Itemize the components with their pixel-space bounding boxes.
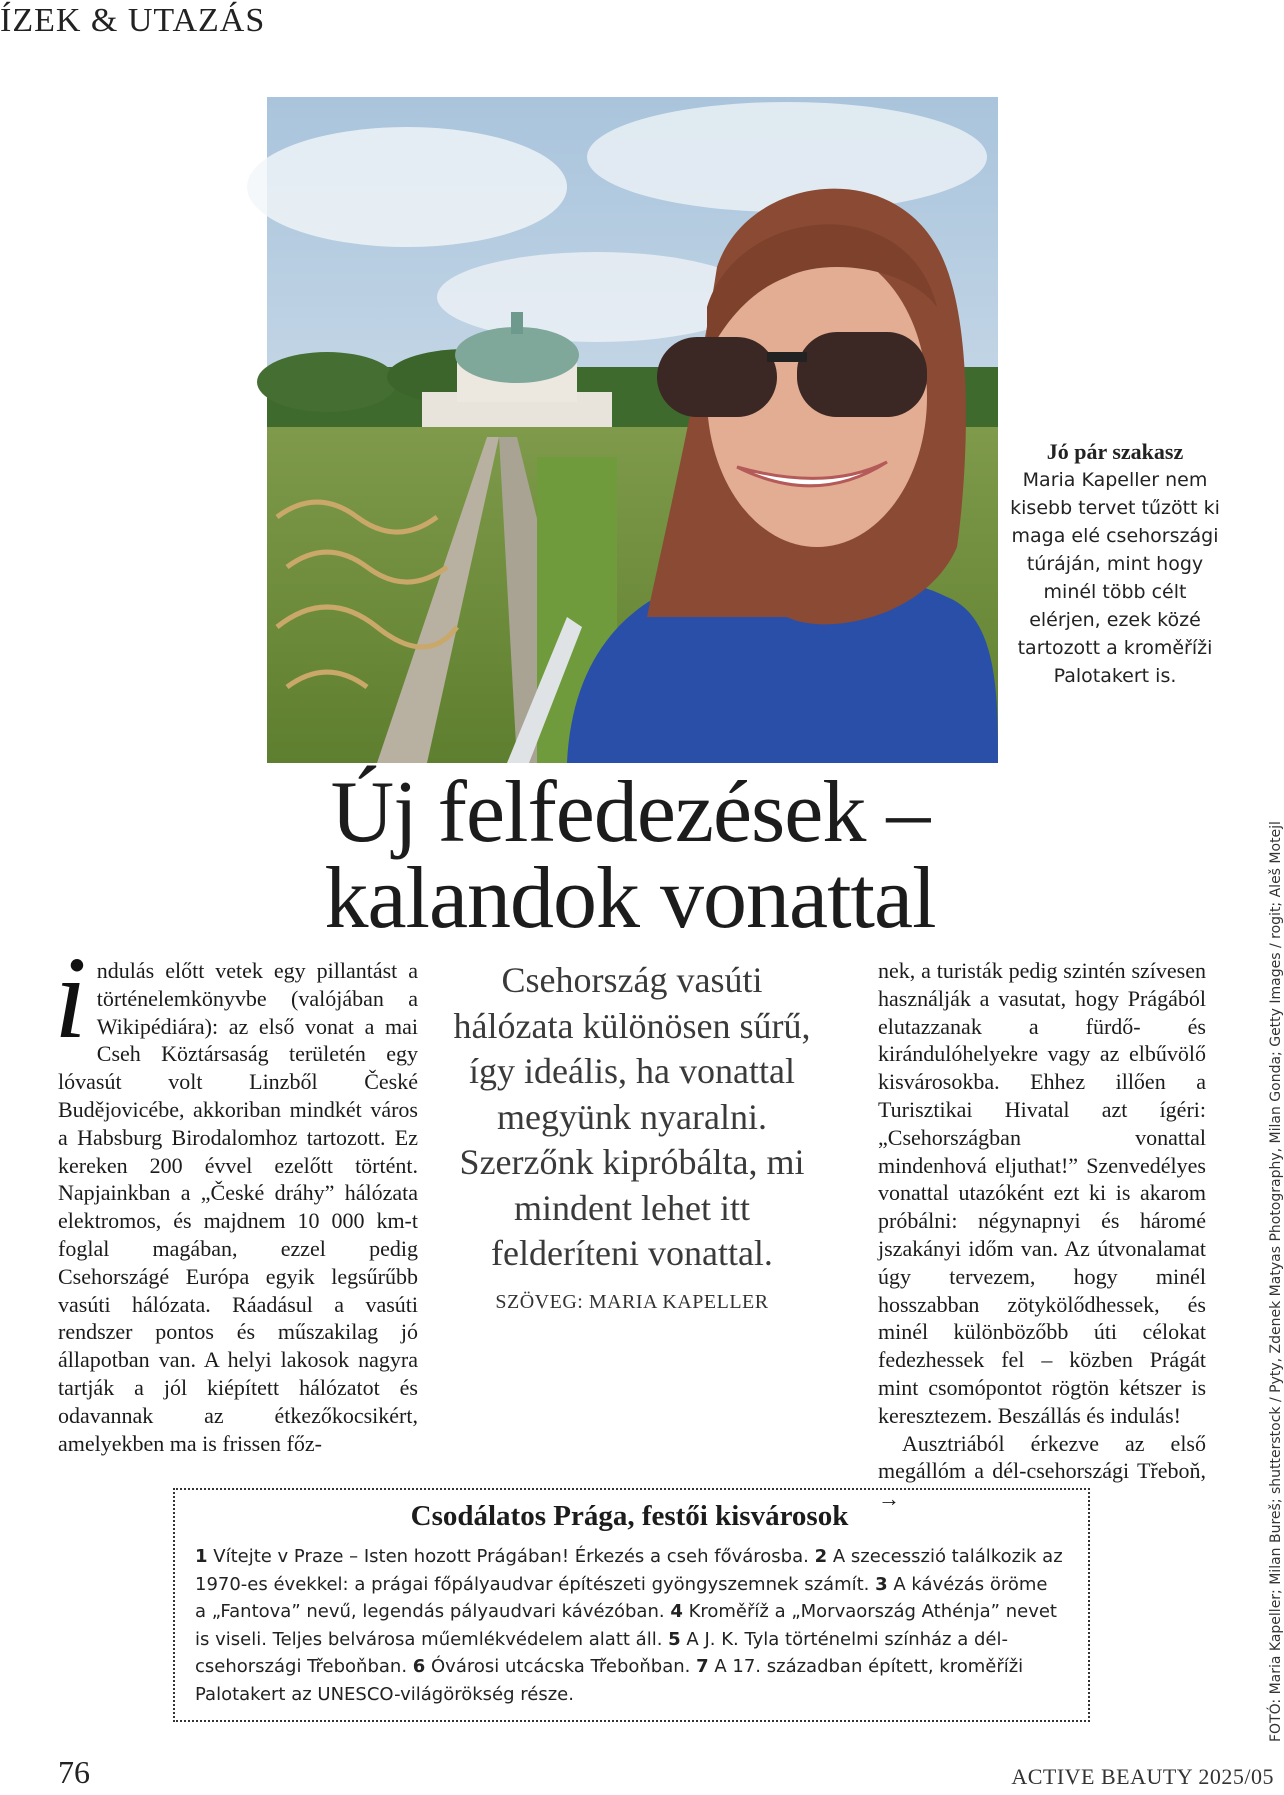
body-left-text: ndulás előtt vetek egy pillantást a történelemkönyvbe (valójában a Wikipédiára): az első vonat a mai Cseh Köztársaság területén egy lóvasút volt Linzből České Budějovicébe, akkoriban mindkét város a Habsburg Birodalomhoz tartozott. Ez kereken 200 évvel ezelőtt történt. Napjainkban a „České dráhy” hálózata elektromos, és majdnem 10 000 km-t foglal magában, ezzel pedig Csehországé Európa egyik legsűrűbb vasúti hálózata. Ráadásul a vasúti rendszer pontos és műszakilag jó állapotban van. A helyi lakosok nagyra tartják a jól kiépített hálózatot és odavannak az étkezőkocsikért, amelyekben ma is frissen főz- bbox=[58, 958, 418, 1456]
box-item-number: 5 bbox=[668, 1628, 681, 1650]
caption-text: Maria Kapeller nem kisebb tervet tűzött ki maga elé csehországi túráján, mint hogy minél több célt elérjen, ezek közé tartozott a kroměříži Palotakert is. bbox=[1010, 469, 1220, 687]
photo-caption bbox=[1010, 438, 1220, 690]
dropcap: i bbox=[54, 932, 87, 1063]
box-item-number: 7 bbox=[696, 1656, 709, 1677]
photo-credit: FOTÓ: Maria Kapeller; Milan Bureš; shutterstock / Pyty, Zdenek Matyas Photography, Milan Gonda; Getty Images / rogit; Aleš Motejl bbox=[1268, 821, 1284, 1742]
box-item-text: Óvárosi utcácska Třeboňban. bbox=[425, 1656, 697, 1677]
box-item-text: A szecesszió találkozik az 1970-es évekkel: a prágai főpályaudvar építészeti gyöngyszemnek számít. bbox=[195, 1546, 1063, 1595]
lead-column bbox=[452, 958, 812, 1314]
box-item-text: A J. K. Tyla történelmi színház a dél-csehországi Třeboňban. bbox=[195, 1628, 1008, 1677]
box-text bbox=[195, 1543, 1064, 1708]
box-title: Csodálatos Prága, festői kisvárosok bbox=[410, 1500, 849, 1532]
box-item-number: 1 bbox=[195, 1546, 208, 1567]
page-number: 76 bbox=[58, 1754, 90, 1790]
hero-photo bbox=[267, 97, 998, 763]
box-item-number: 2 bbox=[814, 1546, 828, 1567]
body-right-paragraph-2-text: Ausztriából érkezve az első megállóm a dél-csehországi Třeboň, bbox=[878, 1430, 1206, 1484]
headline bbox=[240, 764, 1020, 947]
caption-title: Jó pár szakasz bbox=[1046, 439, 1184, 464]
photo-key-box bbox=[173, 1488, 1090, 1722]
hero-photo-illustration bbox=[267, 97, 998, 763]
box-item-text: Kroměříž a „Morvaország Athénja” nevet is viseli. Teljes belvárosa műemlékvédelem alatt áll. bbox=[195, 1601, 1057, 1650]
headline-line-2: kalandok vonattal bbox=[324, 850, 936, 947]
box-item-number: 4 bbox=[670, 1601, 683, 1622]
box-item-text: Vítejte v Praze – Isten hozott Prágában! Érkezés a cseh fővárosba. bbox=[207, 1546, 815, 1567]
body-column-right bbox=[878, 957, 1206, 1513]
box-item-text: A kávézás öröme a „Fantova” nevű, legendás pályaudvari kávézóban. bbox=[195, 1573, 1048, 1622]
box-item-text: A 17. században épített, kroměříži Palotakert az UNESCO-világörökség része. bbox=[195, 1656, 1024, 1705]
lead-text: Csehország vasúti hálózata különösen sűrű, így ideális, ha vonattal megyünk nyaralni. Szerzőnk kipróbálta, mi mindent lehet itt felderíteni vonattal. bbox=[453, 960, 811, 1273]
magazine-issue: ACTIVE BEAUTY 2025/05 bbox=[1011, 1764, 1274, 1789]
byline: SZÖVEG: MARIA KAPELLER bbox=[495, 1290, 769, 1313]
body-right-paragraph-1: nek, a turisták pedig szintén szívesen használják a vasutat, hogy Prágából elutazzanak a fürdő- és kirándulóhelyekre vagy az elbűvölő kisvárosokba. Ehhez illően a Turisztikai Hivatal azt ígéri: „Csehországban vonattal mindenhová eljuthat!” Szenvedélyes vonattal utazóként ezt ki is akarom próbálni: négynapnyi és háromé jszakányi időm van. Az útvonalamat úgy tervezem, hogy minél hosszabban zötykölődhessek, és minél különbözőbb úti célokat fedezhessek fel – közben Prágát mint csomópontot rögtön kétszer is keresztezem. Beszállás és indulás! bbox=[878, 958, 1206, 1428]
box-item-number: 6 bbox=[412, 1656, 426, 1677]
box-item-number: 3 bbox=[875, 1573, 888, 1595]
headline-line-1: Új felfedezések – bbox=[330, 764, 930, 861]
continue-arrow-icon: → bbox=[878, 1486, 900, 1512]
section-label: ÍZEK & UTAZÁS bbox=[0, 2, 266, 39]
body-column-left bbox=[54, 932, 418, 1457]
